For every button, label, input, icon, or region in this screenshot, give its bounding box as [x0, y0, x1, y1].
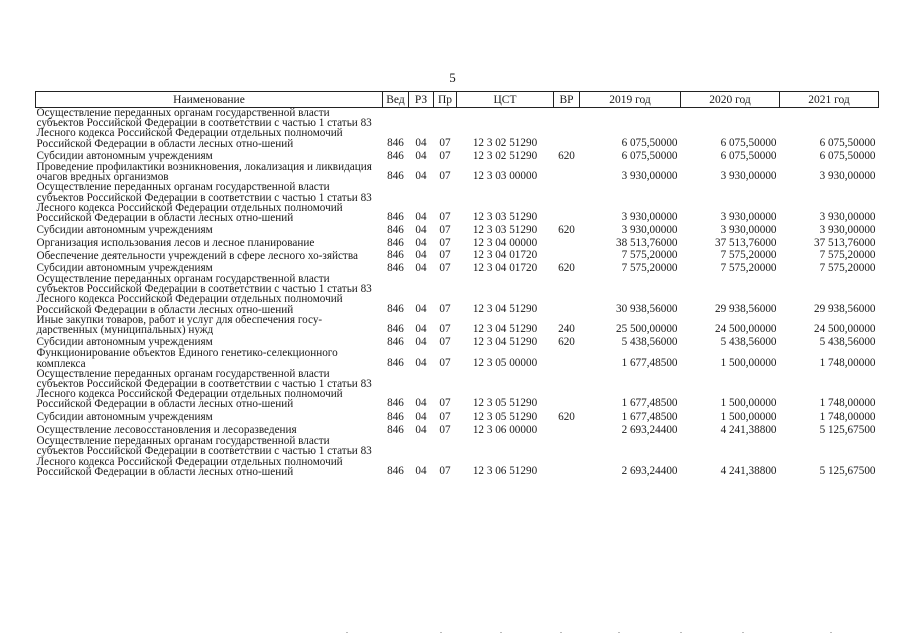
- table-row: [36, 182, 879, 223]
- row-ved: 846: [387, 410, 404, 423]
- row-value-2021: 37 513,76000: [813, 237, 876, 250]
- row-value-2019: 6 075,50000: [621, 136, 678, 149]
- row-vr: 620: [558, 336, 575, 349]
- table-row: [36, 335, 879, 348]
- row-value-2019: 3 930,00000: [621, 224, 678, 237]
- table-row: [36, 423, 879, 436]
- row-value-2019: 30 938,56000: [615, 302, 678, 315]
- row-value-2019: 7 575,20000: [621, 261, 678, 274]
- row-cst: 12 3 05 00000: [472, 356, 538, 369]
- table-row: [36, 261, 879, 274]
- row-ved: 846: [387, 356, 404, 369]
- table-row: [36, 315, 879, 335]
- table-row: [36, 223, 879, 236]
- row-ved: 846: [387, 149, 404, 162]
- row-name: Осуществление переданных органам государственной власти субъектов Российской Федерации в соответствии с частью 1 статьи 83 Лесного кодекса Российской Федерации отдельных полномочий Российской Федерации в области лесных отно-шений: [36, 182, 372, 224]
- table-row: [36, 410, 879, 423]
- row-value-2021: 6 075,50000: [819, 136, 876, 149]
- row-rz: 04: [415, 464, 427, 477]
- row-vr: [554, 423, 580, 436]
- row-cst: 12 3 04 01720: [472, 261, 538, 274]
- table-row: [36, 250, 879, 261]
- row-value-2019: 1 677,48500: [621, 356, 678, 369]
- row-name: Субсидии автономным учреждениям: [36, 224, 213, 237]
- row-cst: 12 3 04 51290: [472, 302, 538, 315]
- table-header-row: [36, 92, 879, 108]
- row-pr: 07: [439, 261, 451, 274]
- row-ved: 846: [387, 261, 404, 274]
- page-number: 5: [449, 70, 456, 85]
- row-value-2020: 6 075,50000: [720, 149, 777, 162]
- row-pr: 07: [439, 464, 451, 477]
- row-value-2019: 7 575,20000: [621, 249, 678, 261]
- row-rz: 04: [415, 237, 427, 250]
- row-rz: 04: [415, 224, 427, 237]
- row-pr: 07: [439, 397, 451, 410]
- row-value-2020: 7 575,20000: [720, 261, 777, 274]
- row-name: Обеспечение деятельности учреждений в сфере лесного хо-зяйства: [36, 249, 358, 261]
- row-value-2021: 3 930,00000: [819, 170, 876, 183]
- row-value-2020: 1 500,00000: [720, 410, 777, 423]
- row-rz: 04: [415, 211, 427, 224]
- row-cst: 12 3 06 00000: [472, 423, 538, 436]
- row-value-2020: 4 241,38800: [720, 423, 777, 436]
- row-value-2020: 37 513,76000: [714, 237, 777, 250]
- row-cst: 12 3 02 51290: [472, 136, 538, 149]
- row-vr: [554, 348, 580, 368]
- row-vr: 620: [558, 149, 575, 162]
- row-value-2020: 4 241,38800: [720, 464, 777, 477]
- row-name: Осуществление переданных органам государственной власти субъектов Российской Федерации в соответствии с частью 1 статьи 83 Лесного кодекса Российской Федерации отдельных полномочий Российской Федерации в области лесных отно-шений: [36, 368, 372, 410]
- row-pr: 07: [439, 136, 451, 149]
- row-value-2021: 6 075,50000: [819, 149, 876, 162]
- row-value-2019: 3 930,00000: [621, 170, 678, 183]
- row-value-2021: 1 748,00000: [819, 356, 876, 369]
- row-pr: 07: [439, 302, 451, 315]
- row-cst: 12 3 03 00000: [472, 170, 538, 183]
- row-name: Субсидии автономным учреждениям: [36, 149, 213, 162]
- table-row: [36, 149, 879, 162]
- row-rz: 04: [415, 136, 427, 149]
- row-name: Проведение профилактики возникновения, локализация и ликвидация очагов вредных организмов: [36, 162, 372, 183]
- row-cst: 12 3 02 51290: [472, 149, 538, 162]
- header-vr: ВР: [554, 92, 580, 108]
- row-rz: 04: [415, 249, 427, 261]
- budget-table: [35, 91, 879, 477]
- row-ved: 846: [387, 211, 404, 224]
- row-value-2021: 5 125,67500: [819, 423, 876, 436]
- row-vr: [554, 369, 580, 410]
- row-cst: 12 3 04 00000: [472, 237, 538, 250]
- row-cst: 12 3 04 01720: [472, 249, 538, 261]
- row-ved: 846: [387, 170, 404, 183]
- table-row: [36, 348, 879, 368]
- row-value-2021: 7 575,20000: [819, 261, 876, 274]
- row-vr: 240: [558, 323, 575, 336]
- row-ved: 846: [387, 237, 404, 250]
- row-vr: [554, 436, 580, 477]
- row-value-2019: 1 677,48500: [621, 397, 678, 410]
- row-pr: 07: [439, 237, 451, 250]
- row-name: Субсидии автономным учреждениям: [36, 410, 213, 423]
- row-cst: 12 3 03 51290: [472, 211, 538, 224]
- row-value-2021: 1 748,00000: [819, 397, 876, 410]
- row-ved: 846: [387, 249, 404, 261]
- row-rz: 04: [415, 323, 427, 336]
- row-rz: 04: [415, 170, 427, 183]
- row-value-2019: 2 693,24400: [621, 464, 678, 477]
- row-vr: [554, 162, 580, 182]
- row-cst: 12 3 05 51290: [472, 397, 538, 410]
- row-value-2020: 29 938,56000: [714, 302, 777, 315]
- row-rz: 04: [415, 302, 427, 315]
- row-rz: 04: [415, 423, 427, 436]
- row-name: Субсидии автономным учреждениям: [36, 336, 213, 349]
- row-name: Субсидии автономным учреждениям: [36, 261, 213, 274]
- row-pr: 07: [439, 211, 451, 224]
- row-pr: 07: [439, 336, 451, 349]
- header-year-2019: 2019 год: [580, 92, 681, 108]
- row-value-2020: 6 075,50000: [720, 136, 777, 149]
- row-vr: [554, 108, 580, 149]
- row-name: Функционирование объектов Единого генетико-селекционного комплекса: [36, 348, 338, 369]
- row-ved: 846: [387, 397, 404, 410]
- row-rz: 04: [415, 336, 427, 349]
- header-rz: РЗ: [409, 92, 434, 108]
- row-value-2019: 38 513,76000: [615, 237, 678, 250]
- row-vr: 620: [558, 410, 575, 423]
- row-vr: 620: [558, 224, 575, 237]
- row-value-2021: 1 748,00000: [819, 410, 876, 423]
- row-value-2020: 3 930,00000: [720, 224, 777, 237]
- row-value-2019: 5 438,56000: [621, 336, 678, 349]
- table-row: [36, 369, 879, 410]
- table-row: [36, 236, 879, 249]
- scan-artifacts: [0, 630, 905, 636]
- row-cst: 12 3 06 51290: [472, 464, 538, 477]
- row-vr: 620: [558, 261, 575, 274]
- header-year-2021: 2021 год: [780, 92, 879, 108]
- row-pr: 07: [439, 423, 451, 436]
- row-rz: 04: [415, 397, 427, 410]
- row-rz: 04: [415, 261, 427, 274]
- row-pr: 07: [439, 170, 451, 183]
- row-pr: 07: [439, 410, 451, 423]
- row-value-2019: 25 500,00000: [615, 323, 678, 336]
- row-pr: 07: [439, 224, 451, 237]
- row-value-2019: 1 677,48500: [621, 410, 678, 423]
- row-name: Осуществление переданных органам государственной власти субъектов Российской Федерации в соответствии с частью 1 статьи 83 Лесного кодекса Российской Федерации отдельных полномочий Российской Федерации в области лесных отно-шений: [36, 107, 372, 149]
- row-value-2021: 3 930,00000: [819, 211, 876, 224]
- row-value-2021: 29 938,56000: [813, 302, 876, 315]
- row-value-2020: 24 500,00000: [714, 323, 777, 336]
- row-cst: 12 3 03 51290: [472, 224, 538, 237]
- row-name: Организация использования лесов и лесное планирование: [36, 237, 315, 250]
- row-rz: 04: [415, 410, 427, 423]
- row-value-2020: 1 500,00000: [720, 356, 777, 369]
- row-value-2020: 3 930,00000: [720, 170, 777, 183]
- table-row: [36, 108, 879, 149]
- row-pr: 07: [439, 249, 451, 261]
- row-value-2021: 7 575,20000: [819, 249, 876, 261]
- row-pr: 07: [439, 356, 451, 369]
- row-pr: 07: [439, 149, 451, 162]
- row-vr: [554, 236, 580, 249]
- row-ved: 846: [387, 224, 404, 237]
- table-row: [36, 436, 879, 477]
- row-rz: 04: [415, 356, 427, 369]
- row-ved: 846: [387, 323, 404, 336]
- row-rz: 04: [415, 149, 427, 162]
- row-name: Осуществление лесовосстановления и лесоразведения: [36, 423, 297, 436]
- row-ved: 846: [387, 423, 404, 436]
- row-value-2020: 7 575,20000: [720, 249, 777, 261]
- row-cst: 12 3 04 51290: [472, 323, 538, 336]
- row-value-2019: 6 075,50000: [621, 149, 678, 162]
- header-ved: Вед: [383, 92, 409, 108]
- row-value-2021: 5 125,67500: [819, 464, 876, 477]
- row-value-2020: 1 500,00000: [720, 397, 777, 410]
- header-year-2020: 2020 год: [681, 92, 780, 108]
- row-name: Осуществление переданных органам государственной власти субъектов Российской Федерации в соответствии с частью 1 статьи 83 Лесного кодекса Российской Федерации отдельных полномочий Российской Федерации в области лесных отно-шений: [36, 436, 372, 477]
- row-value-2020: 5 438,56000: [720, 336, 777, 349]
- header-cst: ЦСТ: [457, 92, 554, 108]
- row-value-2019: 3 930,00000: [621, 211, 678, 224]
- row-name: Иные закупки товаров, работ и услуг для обеспечения госу-дарственных (муниципальных) нужд: [36, 314, 323, 336]
- table-row: [36, 162, 879, 182]
- row-name: Осуществление переданных органам государственной власти субъектов Российской Федерации в соответствии с частью 1 статьи 83 Лесного кодекса Российской Федерации отдельных полномочий Российской Федерации в области лесных отно-шений: [36, 274, 372, 315]
- row-pr: 07: [439, 323, 451, 336]
- header-name: Наименование: [36, 92, 383, 108]
- row-ved: 846: [387, 136, 404, 149]
- row-ved: 846: [387, 302, 404, 315]
- row-value-2020: 3 930,00000: [720, 211, 777, 224]
- row-ved: 846: [387, 336, 404, 349]
- row-vr: [554, 274, 580, 315]
- table-body: [36, 108, 879, 477]
- header-pr: Пр: [434, 92, 457, 108]
- row-value-2021: 3 930,00000: [819, 224, 876, 237]
- row-value-2021: 24 500,00000: [813, 323, 876, 336]
- row-vr: [554, 182, 580, 223]
- row-vr: [554, 250, 580, 261]
- row-ved: 846: [387, 464, 404, 477]
- row-cst: 12 3 04 51290: [472, 336, 538, 349]
- row-cst: 12 3 05 51290: [472, 410, 538, 423]
- table-row: [36, 274, 879, 315]
- row-value-2019: 2 693,24400: [621, 423, 678, 436]
- row-value-2021: 5 438,56000: [819, 336, 876, 349]
